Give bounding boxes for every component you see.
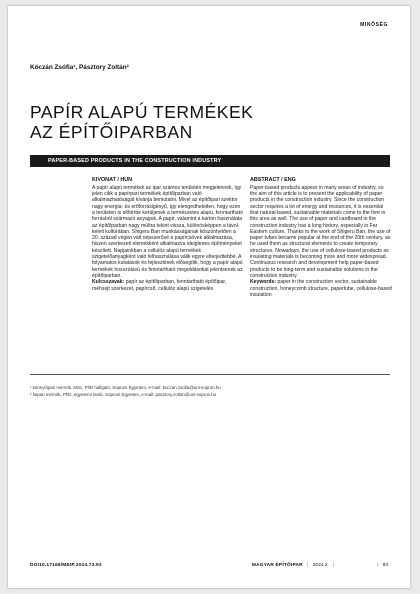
article-title-line-2: AZ ÉPÍTŐIPARBAN xyxy=(30,122,193,142)
section-label: MINŐSÉG xyxy=(360,22,388,28)
abstract-english xyxy=(250,177,392,298)
footnote-2: ² faipari mérnök, PhD, egyetemi tanár, Soproni Egyetem, e-mail: pasztory.zoltan@uni-sopron.hu xyxy=(30,391,217,397)
doi-label: DOI10.17168/MEIP.2024.73.93 xyxy=(30,563,102,568)
keywords-en-label: Keywords: xyxy=(250,279,277,286)
abstract-hu-keywords xyxy=(92,279,244,292)
footnote-divider xyxy=(30,374,390,375)
footnote-1: ¹ könnyűipari mérnök, MSc, PhD hallgató, Soproni Egyetem, e-mail: koczan.zsofia@uni-sopron.hu xyxy=(30,385,221,390)
abstract-en-heading: ABSTRACT / ENG xyxy=(250,177,296,183)
author-line: Kóczán Zsófia¹, Pásztory Zoltán² xyxy=(30,64,129,71)
abstract-en-keywords xyxy=(250,279,392,298)
article-title xyxy=(30,102,330,142)
issue-label: 2024.2. xyxy=(312,563,329,568)
footer-separator: | xyxy=(333,563,335,568)
footer-separator: | xyxy=(377,563,379,568)
page-number: 93 xyxy=(382,563,388,568)
abstract-hu-heading: KIVONAT / HUN xyxy=(92,177,133,183)
footnotes xyxy=(30,385,390,398)
abstract-en-body: Paper-based products appear in many areas of industry, so the aim of this article is to present the applicability of paper products in the construction industry. Since the construction sector requires a lot of energy and resources, it is essential that natural-based, sustainable materials come to the fore in this area as well. The use of paper and cardboard in the construction industry has a long history, especially in Far Eastern culture. Thanks to the work of Shigeru Ban, the use of paper tubes became popular at the end of the 20th century, as he used them as structural elements to create temporary structures. Nowadays, the use of cellulose-based products as insulating materials is becoming more and more widespread. Continuous research and development help paper-based products to be long-term and sustainable solutions in the construction industry. xyxy=(250,184,391,279)
keywords-en-text: paper in the construction sector, sustainable construction, honeycomb structure, papertube, cellulose-based insulation xyxy=(250,279,392,298)
journal-name: MAGYAR ÉPÍTŐIPAR xyxy=(251,563,303,568)
footer-separator: | xyxy=(307,563,309,568)
abstract-hu-body: A papír alapú termékek az ipar számos területén megjelennek, így jelen cikk a papírpari termékek építőiparban való alkalmazhatóságát kívánja bemutatni. Mivel az építőipari szektor nagy energia- és erőforrásigényű, így elengedhetetlen, hogy ezen a területen is előtérbe kerüljenek a természetes alapú, fenntartható forrásból származó anyagok. A papír, valamint a karton használata az építőiparban nagy múltra tekint vissza, különösképpen a távol-keleti kultúrában. Shigeru Ban munkásságának köszönhetően a 20. század végén vált népszerűvé a papírcsövek alkalmazása, hiszen szerkezeti elemekként alkalmazva ideiglenes építményeket készített. Napjainkban a cellulóz alapú termékek szigetelőanyagként való felhasználása válik egyre elterjedtebbé. A folyamatos kutatások és fejlesztések elősegítik, hogy a papír alapú termékek hosszútávú és fenntartható megoldásokat jelentsenek az építőiparban. xyxy=(92,184,243,279)
abstract-hungarian xyxy=(92,177,244,292)
keywords-hu-text: papír az építőiparban, fenntartható építőipar, méhsejt szerkezet, papírcső, cellulóz alapú szigetelés xyxy=(92,279,227,292)
document-page xyxy=(8,6,410,588)
article-title-line-1: PAPÍR ALAPÚ TERMÉKEK xyxy=(30,102,254,122)
page-footer xyxy=(252,563,388,568)
english-title-bar xyxy=(30,155,390,167)
keywords-hu-label: Kulcsszavak: xyxy=(92,279,125,286)
english-title: PAPER-BASED PRODUCTS IN THE CONSTRUCTION INDUSTRY xyxy=(48,157,222,164)
